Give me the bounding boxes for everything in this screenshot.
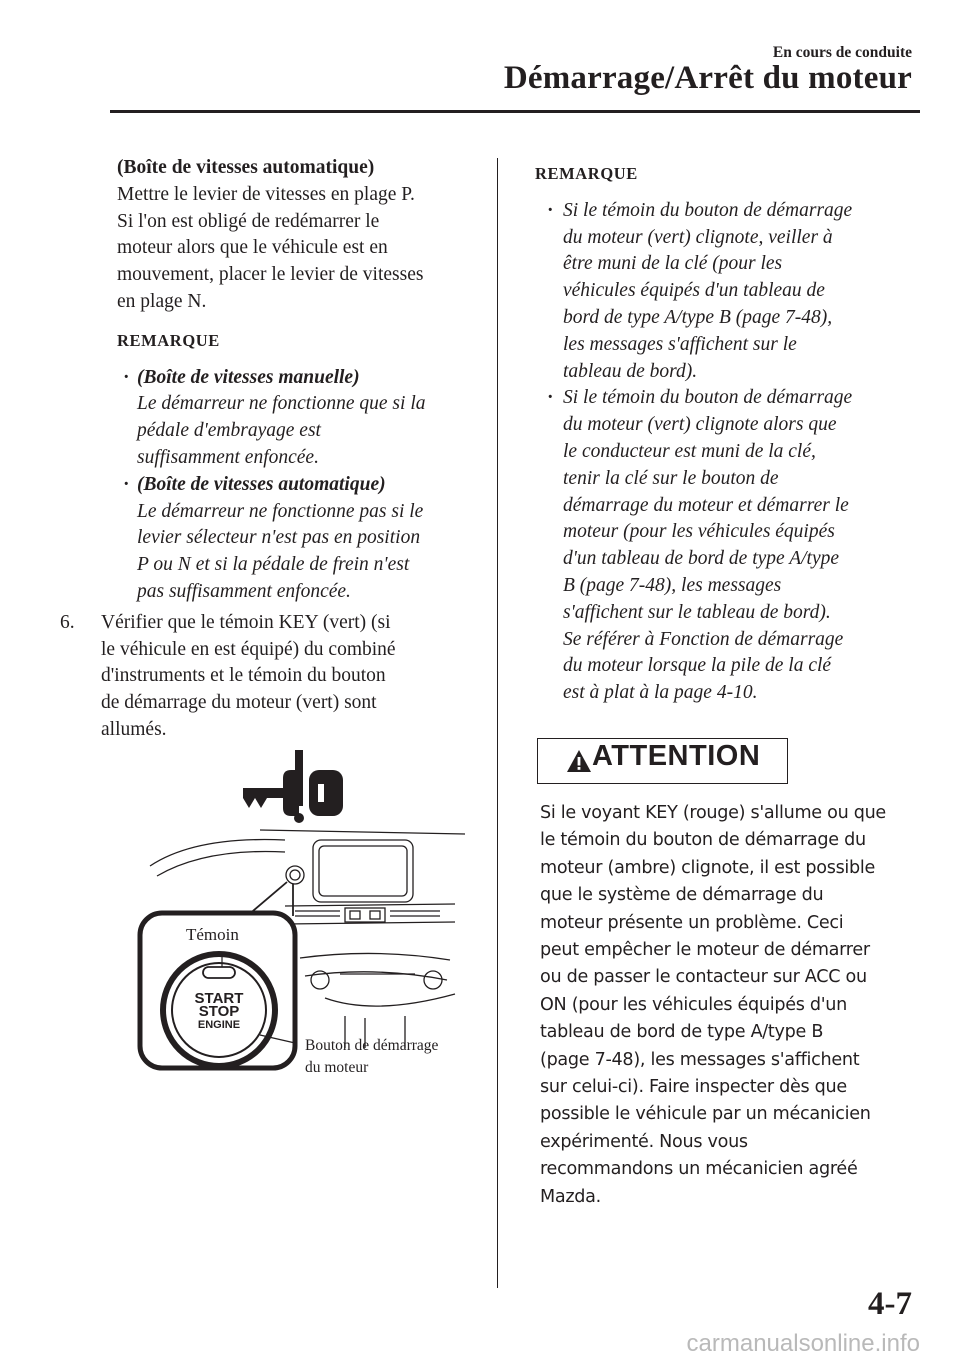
right-column xyxy=(535,155,925,707)
text-line: véhicules équipés d'un tableau de xyxy=(563,280,825,302)
section-title: En cours de conduite xyxy=(772,44,912,61)
text-line: moteur alors que le véhicule est en xyxy=(117,237,388,259)
text-line: moteur présente un problème. Ceci xyxy=(540,912,844,933)
text-line: bord de type A/type B (page 7-48), xyxy=(563,306,833,328)
bullet-dot: · xyxy=(547,387,554,409)
text-line: Vérifier que le témoin KEY (vert) (si xyxy=(101,611,391,633)
text-line: du moteur lorsque la pile de la clé xyxy=(563,655,832,677)
button-label-engine: ENGINE xyxy=(197,1019,241,1031)
text-line: Le démarreur ne fonctionne pas si le xyxy=(137,500,424,522)
text-line: tenir la clé sur le bouton de xyxy=(563,467,779,489)
column-divider xyxy=(497,158,498,1288)
text-line: Si le témoin du bouton de démarrage xyxy=(563,387,853,409)
remark-item xyxy=(535,385,925,707)
text-line: le témoin du bouton de démarrage du xyxy=(540,830,866,851)
text-line: Mazda. xyxy=(540,1186,601,1207)
text-line: (page 7-48), les messages s'affichent xyxy=(540,1049,860,1070)
label-start-button xyxy=(305,1035,438,1079)
remark-item-heading: (Boîte de vitesses automatique) xyxy=(137,473,386,495)
text-line: B (page 7-48), les messages xyxy=(563,574,782,596)
text-line: pédale d'embrayage est xyxy=(137,420,321,442)
text-line: d'un tableau de bord de type A/type xyxy=(563,548,840,570)
text-line: est à plat à la page 4-10. xyxy=(563,682,758,704)
text-line: expérimenté. Nous vous xyxy=(540,1131,748,1152)
text-line: les messages s'affichent sur le xyxy=(563,333,797,355)
bullet-dot: · xyxy=(123,473,130,495)
text-line: Si le témoin du bouton de démarrage xyxy=(563,199,853,221)
label-temoin: Témoin xyxy=(186,925,239,944)
step-6 xyxy=(60,610,480,744)
text-line: du moteur (vert) clignote alors que xyxy=(563,414,837,436)
attention-title: ATTENTION xyxy=(592,740,761,772)
step-number: 6. xyxy=(60,611,75,633)
text-line: ou de passer le contacteur sur ACC ou xyxy=(540,967,867,988)
text-line: Se référer à Fonction de démarrage xyxy=(563,628,844,650)
text-line: tableau de bord). xyxy=(563,360,698,382)
remark-item xyxy=(60,365,480,472)
auto-transmission-block xyxy=(60,155,480,355)
bullet-dot: · xyxy=(123,366,130,388)
text-line: suffisamment enfoncée. xyxy=(137,446,319,468)
text-line: le véhicule en est équipé) du combiné xyxy=(101,638,396,660)
remark-heading: REMARQUE xyxy=(535,164,638,183)
auto-heading: (Boîte de vitesses automatique) xyxy=(117,157,375,178)
text-line: peut empêcher le moteur de démarrer xyxy=(540,940,870,961)
text-line: de démarrage du moteur (vert) sont xyxy=(101,692,377,714)
warning-triangle-icon xyxy=(566,749,592,773)
label-line: Bouton de démarrage xyxy=(305,1037,439,1054)
text-line: le conducteur est muni de la clé, xyxy=(563,440,816,462)
text-line: du moteur (vert) clignote, veiller à xyxy=(563,226,833,248)
text-line: s'affichent sur le tableau de bord). xyxy=(563,601,831,623)
remark-item xyxy=(535,198,925,386)
button-label-start: START xyxy=(194,990,244,1007)
text-line: que le système de démarrage du xyxy=(540,885,824,906)
text-line: recommandons un mécanicien agréé xyxy=(540,1159,858,1180)
bullet-dot: · xyxy=(547,199,554,221)
page-number: 4-7 xyxy=(868,1286,912,1322)
text-line: en plage N. xyxy=(117,290,207,312)
button-label-stop: STOP xyxy=(198,1003,240,1020)
text-line: être muni de la clé (pour les xyxy=(563,253,783,275)
text-line: moteur (ambre) clignote, il est possible xyxy=(540,857,876,878)
text-line: Si le voyant KEY (rouge) s'allume ou que xyxy=(540,803,886,823)
text-line: Mettre le levier de vitesses en plage P. xyxy=(117,183,415,205)
text-line: possible le véhicule par un mécanicien xyxy=(540,1104,871,1125)
text-line: moteur (pour les véhicules équipés xyxy=(563,521,835,543)
remark-heading: REMARQUE xyxy=(117,330,220,350)
text-line: démarrage du moteur et démarrer le xyxy=(563,494,849,516)
remark-item-heading: (Boîte de vitesses manuelle) xyxy=(137,366,360,388)
text-line: P ou N et si la pédale de frein n'est xyxy=(137,554,410,576)
text-line: Le démarreur ne fonctionne que si la xyxy=(137,393,426,415)
text-line: levier sélecteur n'est pas en position xyxy=(137,527,421,549)
text-line: ON (pour les véhicules équipés d'un xyxy=(540,994,848,1015)
text-line: mouvement, placer le levier de vitesses xyxy=(117,264,424,286)
text-line: allumés. xyxy=(101,718,167,740)
text-line: tableau de bord de type A/type B xyxy=(540,1022,824,1043)
text-line: sur celui-ci). Faire inspecter dès que xyxy=(540,1077,847,1098)
chapter-title: Démarrage/Arrêt du moteur xyxy=(503,60,912,96)
remark-item xyxy=(60,472,480,606)
text-line: Si l'on est obligé de redémarrer le xyxy=(117,210,380,232)
text-line: pas suffisamment enfoncée. xyxy=(137,580,351,602)
text-line: d'instruments et le témoin du bouton xyxy=(101,665,386,687)
header-rule xyxy=(110,110,920,113)
label-line: du moteur xyxy=(305,1059,369,1076)
attention-body xyxy=(540,800,920,1211)
dashboard-illustration xyxy=(135,748,465,1080)
left-column xyxy=(60,155,480,744)
watermark: carmanualsonline.info xyxy=(686,1330,920,1357)
